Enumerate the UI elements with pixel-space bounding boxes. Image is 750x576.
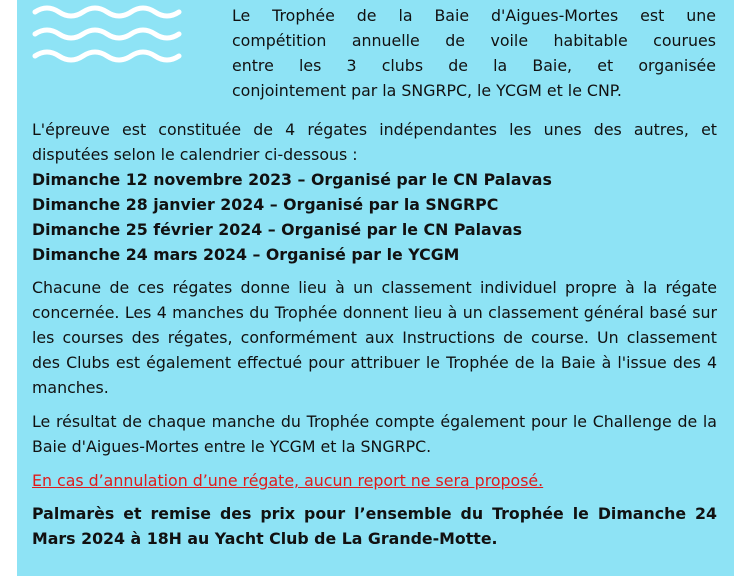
- intro-line: Le Trophée de la Baie d'Aigues-Mortes est une: [232, 6, 716, 25]
- challenge-paragraph: Le résultat de chaque manche du Trophée compte également pour le Challenge de la Baie d'Aigues-Mortes entre le YCGM et la SNGRPC.: [32, 412, 717, 456]
- calendar-date: Dimanche 25 février 2024 – Organisé par le CN Palavas: [32, 220, 523, 239]
- main-text: [32, 117, 717, 551]
- palmares-paragraph: Palmarès et remise des prix pour l’ensemble du Trophée le Dimanche 24 Mars 2024 à 18H au Yacht Club de La Grande-Motte.: [32, 504, 717, 548]
- content-panel: [17, 0, 734, 576]
- calendar-list: [32, 167, 717, 267]
- intro-line: entre les 3 clubs de la Baie, et organisée: [232, 56, 716, 75]
- calendar-date: Dimanche 12 novembre 2023 – Organisé par le CN Palavas: [32, 170, 552, 189]
- intro-paragraph: [232, 3, 716, 103]
- epreuve-paragraph: L'épreuve est constituée de 4 régates indépendantes les unes des autres, et disputées selon le calendrier ci-dessous :: [32, 120, 717, 164]
- annulation-notice: En cas d’annulation d’une régate, aucun report ne sera proposé.: [32, 471, 544, 490]
- calendar-date: Dimanche 24 mars 2024 – Organisé par le YCGM: [32, 245, 460, 264]
- calendar-date: Dimanche 28 janvier 2024 – Organisé par la SNGRPC: [32, 195, 499, 214]
- intro-line: compétition annuelle de voile habitable courues: [232, 31, 716, 50]
- waves-icon: [31, 0, 191, 70]
- classement-paragraph: Chacune de ces régates donne lieu à un classement individuel propre à la régate concernée. Les 4 manches du Trophée donnent lieu à un classement général basé sur les courses des régates, conformément aux Instructions de course. Un classement des Clubs est également effectué pour attribuer le Trophée de la Baie à l'issue des 4 manches.: [32, 278, 717, 397]
- intro-line: conjointement par la SNGRPC, le YCGM et le CNP.: [232, 81, 622, 100]
